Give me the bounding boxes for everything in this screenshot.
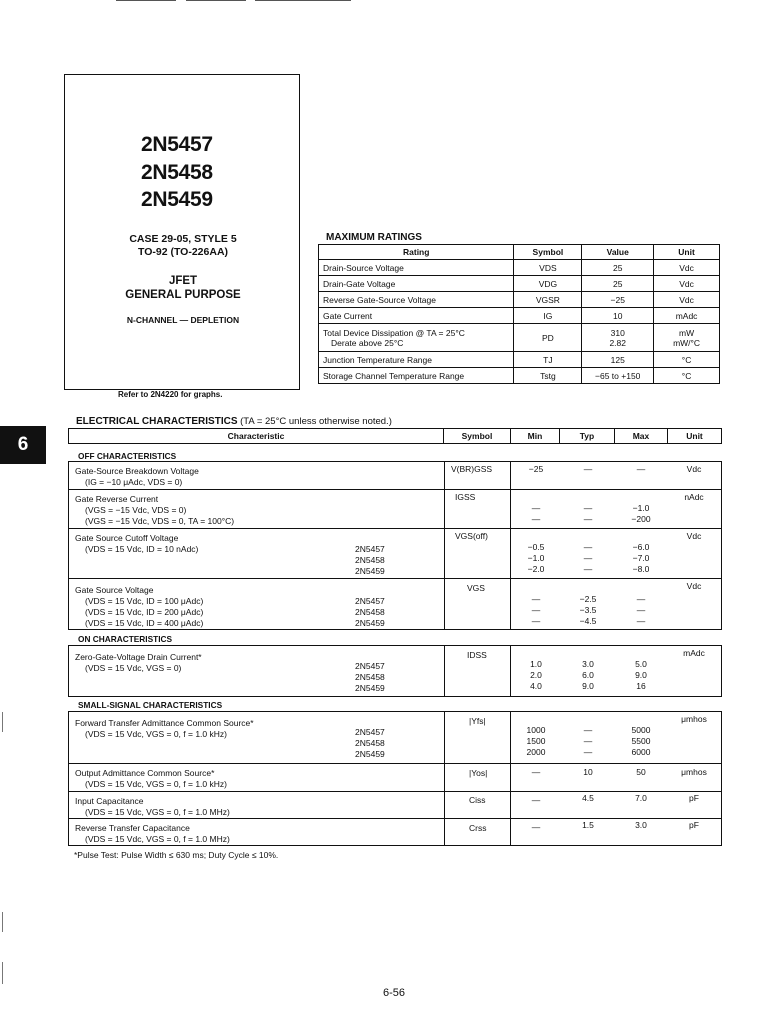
part-number: 2N5459 [141, 188, 213, 211]
scan-mark [2, 712, 3, 732]
min-value: −2.0 [527, 564, 545, 574]
test-condition: (VGS = −15 Vdc, VDS = 0, TA = 100°C) [85, 516, 235, 526]
test-condition: (VDS = 15 Vdc, VGS = 0, f = 1.0 MHz) [85, 807, 230, 817]
characteristic-name: Gate Source Cutoff Voltage [75, 533, 179, 543]
test-condition: (VDS = 15 Vdc, VGS = 0, f = 1.0 kHz) [85, 729, 227, 739]
device-label: 2N5458 [355, 672, 385, 682]
device-label: 2N5457 [355, 596, 385, 606]
table-row [68, 578, 722, 630]
device-label: 2N5459 [355, 566, 385, 576]
table-row [68, 818, 722, 846]
value-text: 2.82 [609, 337, 626, 348]
device-label: 2N5457 [355, 727, 385, 737]
typ-value: −2.5 [579, 594, 597, 604]
unit: Vdc [686, 531, 702, 541]
value-text: 310 [610, 327, 625, 338]
max-value: 16 [636, 681, 646, 691]
min-value: 2.0 [530, 670, 542, 680]
symbol: |Yos| [469, 768, 488, 778]
table-row [68, 645, 722, 697]
characteristic-name: Input Capacitance [75, 796, 144, 806]
symbol: |Yfs| [469, 716, 486, 726]
table-row [319, 352, 720, 368]
min-value: −0.5 [527, 542, 545, 552]
max-value: — [636, 464, 646, 474]
column-header: Max [614, 428, 668, 444]
value-cell: 10 [582, 308, 654, 324]
value-cell: 25 [582, 260, 654, 276]
footnote: *Pulse Test: Pulse Width ≤ 630 ms; Duty Cycle ≤ 10%. [74, 850, 279, 860]
column-header: Symbol [443, 428, 511, 444]
table-row [68, 763, 722, 792]
rating-cell [319, 324, 514, 352]
value-cell: −65 to +150 [582, 368, 654, 384]
table-row [319, 292, 720, 308]
table-row [319, 324, 720, 352]
max-value: −8.0 [632, 564, 650, 574]
typ-value: — [583, 542, 593, 552]
min-value: — [531, 616, 541, 626]
unit: mAdc [683, 648, 705, 658]
unit-cell: °C [654, 368, 720, 384]
symbol: IDSS [467, 650, 487, 660]
electrical-characteristics-title [76, 416, 392, 427]
device-label: 2N5459 [355, 618, 385, 628]
max-value: — [636, 594, 646, 604]
max-ratings-table [318, 244, 720, 384]
page-number: 6-56 [383, 987, 406, 999]
table-row [68, 461, 722, 490]
table-row [319, 308, 720, 324]
column-header: Typ [559, 428, 615, 444]
unit-cell: °C [654, 352, 720, 368]
max-value: 5.0 [635, 659, 647, 669]
unit: Vdc [686, 464, 702, 474]
ec-title-text: ELECTRICAL CHARACTERISTICS [76, 416, 238, 427]
column-header: Unit [654, 245, 720, 260]
typ-value: — [583, 564, 593, 574]
symbol: Crss [469, 823, 487, 833]
scan-line [255, 0, 351, 1]
symbol: V(BR)GSS [451, 464, 493, 474]
test-condition: (VDS = 15 Vdc, VGS = 0, f = 1.0 MHz) [85, 834, 230, 844]
value-cell: −25 [582, 292, 654, 308]
typ-value: 3.0 [582, 659, 594, 669]
min-value: — [531, 822, 541, 832]
unit-cell: Vdc [654, 276, 720, 292]
min-value: 1.0 [530, 659, 542, 669]
scan-line [116, 0, 176, 1]
unit-cell: mAdc [654, 308, 720, 324]
scan-line [186, 0, 246, 1]
device-label: 2N5457 [355, 661, 385, 671]
min-value: — [531, 503, 541, 513]
typ-value: — [583, 747, 593, 757]
characteristic-name: Gate-Source Breakdown Voltage [75, 466, 199, 476]
max-value: 5000 [631, 725, 651, 735]
column-header: Value [582, 245, 654, 260]
unit: pF [689, 820, 699, 830]
characteristic-name: Gate Source Voltage [75, 585, 154, 595]
part-number: 2N5458 [141, 161, 213, 184]
test-condition: (VDS = 15 Vdc, ID = 400 μAdc) [85, 618, 204, 628]
value-cell: 125 [582, 352, 654, 368]
device-label: 2N5458 [355, 738, 385, 748]
rating-cell: Drain-Gate Voltage [319, 276, 514, 292]
max-value: −1.0 [632, 503, 650, 513]
device-label: 2N5457 [355, 544, 385, 554]
symbol-cell: TJ [514, 352, 582, 368]
column-header: Characteristic [68, 428, 444, 444]
characteristic-name: Gate Reverse Current [75, 494, 159, 504]
test-condition: (VDS = 15 Vdc, VGS = 0, f = 1.0 kHz) [85, 779, 227, 789]
min-value: 4.0 [530, 681, 542, 691]
max-value: −200 [631, 514, 651, 524]
column-header: Min [510, 428, 560, 444]
typ-value: — [583, 503, 593, 513]
min-value: — [531, 795, 541, 805]
value-cell [582, 324, 654, 352]
rating-text: Derate above 25°C [331, 337, 404, 348]
section-heading: ON CHARACTERISTICS [78, 634, 173, 644]
device-label: 2N5459 [355, 683, 385, 693]
graph-reference-note: Refer to 2N4220 for graphs. [118, 390, 223, 399]
part-number: 2N5457 [141, 133, 213, 156]
typ-value: — [583, 736, 593, 746]
symbol-cell: VDG [514, 276, 582, 292]
typ-value: 9.0 [582, 681, 594, 691]
max-value: 9.0 [635, 670, 647, 680]
max-value: 50 [636, 767, 646, 777]
device-purpose: GENERAL PURPOSE [125, 289, 241, 301]
table-row [319, 276, 720, 292]
characteristic-name: Zero-Gate-Voltage Drain Current* [75, 652, 202, 662]
table-row [68, 528, 722, 579]
min-value: 1500 [526, 736, 546, 746]
unit-text: mW [679, 327, 695, 338]
column-header: Unit [667, 428, 722, 444]
table-row [68, 791, 722, 819]
rating-cell: Storage Channel Temperature Range [319, 368, 514, 384]
table-row [319, 260, 720, 276]
unit: Vdc [686, 581, 702, 591]
rating-cell: Drain-Source Voltage [319, 260, 514, 276]
typ-value: 6.0 [582, 670, 594, 680]
column-header: Symbol [514, 245, 582, 260]
typ-value: −3.5 [579, 605, 597, 615]
min-value: 2000 [526, 747, 546, 757]
channel-type: N-CHANNEL — DEPLETION [126, 315, 240, 325]
ec-condition: (TA = 25°C unless otherwise noted.) [240, 416, 392, 427]
characteristic-name: Reverse Transfer Capacitance [75, 823, 190, 833]
max-value: — [636, 616, 646, 626]
min-value: −25 [528, 464, 544, 474]
part-info-box [64, 74, 300, 390]
max-value: 7.0 [635, 793, 647, 803]
unit-cell: Vdc [654, 260, 720, 276]
symbol-cell: PD [514, 324, 582, 352]
typ-value: −4.5 [579, 616, 597, 626]
max-value: 5500 [631, 736, 651, 746]
test-condition: (VGS = −15 Vdc, VDS = 0) [85, 505, 187, 515]
device-label: 2N5459 [355, 749, 385, 759]
max-value: 3.0 [635, 820, 647, 830]
min-value: −1.0 [527, 553, 545, 563]
symbol-cell: Tstg [514, 368, 582, 384]
characteristic-name: Output Admittance Common Source* [75, 768, 215, 778]
rating-cell: Gate Current [319, 308, 514, 324]
scan-mark [2, 912, 3, 932]
characteristic-name: Forward Transfer Admittance Common Source* [75, 718, 254, 728]
scan-mark [2, 962, 3, 984]
test-condition: (VDS = 15 Vdc, ID = 200 μAdc) [85, 607, 204, 617]
unit-text: mW/°C [673, 337, 701, 348]
test-condition: (VDS = 15 Vdc, ID = 10 nAdc) [85, 544, 199, 554]
typ-value: 4.5 [582, 793, 594, 803]
rating-cell: Reverse Gate-Source Voltage [319, 292, 514, 308]
test-condition: (VDS = 15 Vdc, VGS = 0) [85, 663, 182, 673]
min-value: 1000 [526, 725, 546, 735]
table-row [68, 711, 722, 764]
unit: μmhos [681, 767, 707, 777]
unit-cell [654, 324, 720, 352]
min-value: — [531, 594, 541, 604]
max-value: — [636, 605, 646, 615]
typ-value: — [583, 725, 593, 735]
package-type: TO-92 (TO-226AA) [137, 246, 229, 258]
typ-value: — [583, 464, 593, 474]
value-cell: 25 [582, 276, 654, 292]
unit: nAdc [684, 492, 704, 502]
symbol: VGS [467, 583, 485, 593]
symbol-cell: IG [514, 308, 582, 324]
max-value: −6.0 [632, 542, 650, 552]
device-label: 2N5458 [355, 607, 385, 617]
typ-value: 10 [583, 767, 593, 777]
section-heading: OFF CHARACTERISTICS [78, 451, 177, 461]
column-header: Rating [319, 245, 514, 260]
section-heading: SMALL-SIGNAL CHARACTERISTICS [78, 700, 223, 710]
device-type: JFET [168, 275, 198, 287]
max-value: −7.0 [632, 553, 650, 563]
symbol-cell: VDS [514, 260, 582, 276]
test-condition: (VDS = 15 Vdc, ID = 100 μAdc) [85, 596, 204, 606]
unit: μmhos [681, 714, 707, 724]
max-value: 6000 [631, 747, 651, 757]
device-label: 2N5458 [355, 555, 385, 565]
typ-value: 1.5 [582, 820, 594, 830]
max-ratings-title: MAXIMUM RATINGS [326, 232, 422, 243]
section-tab: 6 [0, 426, 46, 464]
table-row [319, 368, 720, 384]
min-value: — [531, 514, 541, 524]
min-value: — [531, 767, 541, 777]
rating-text: Total Device Dissipation @ TA = 25°C [323, 327, 465, 338]
symbol: VGS(off) [455, 531, 488, 541]
min-value: — [531, 605, 541, 615]
typ-value: — [583, 553, 593, 563]
symbol: IGSS [455, 492, 476, 502]
unit-cell: Vdc [654, 292, 720, 308]
symbol: Ciss [469, 795, 486, 805]
unit: pF [689, 793, 699, 803]
test-condition: (IG = −10 μAdc, VDS = 0) [85, 477, 183, 487]
package-case: CASE 29-05, STYLE 5 [129, 233, 237, 245]
symbol-cell: VGSR [514, 292, 582, 308]
table-row [68, 489, 722, 529]
typ-value: — [583, 514, 593, 524]
rating-cell: Junction Temperature Range [319, 352, 514, 368]
